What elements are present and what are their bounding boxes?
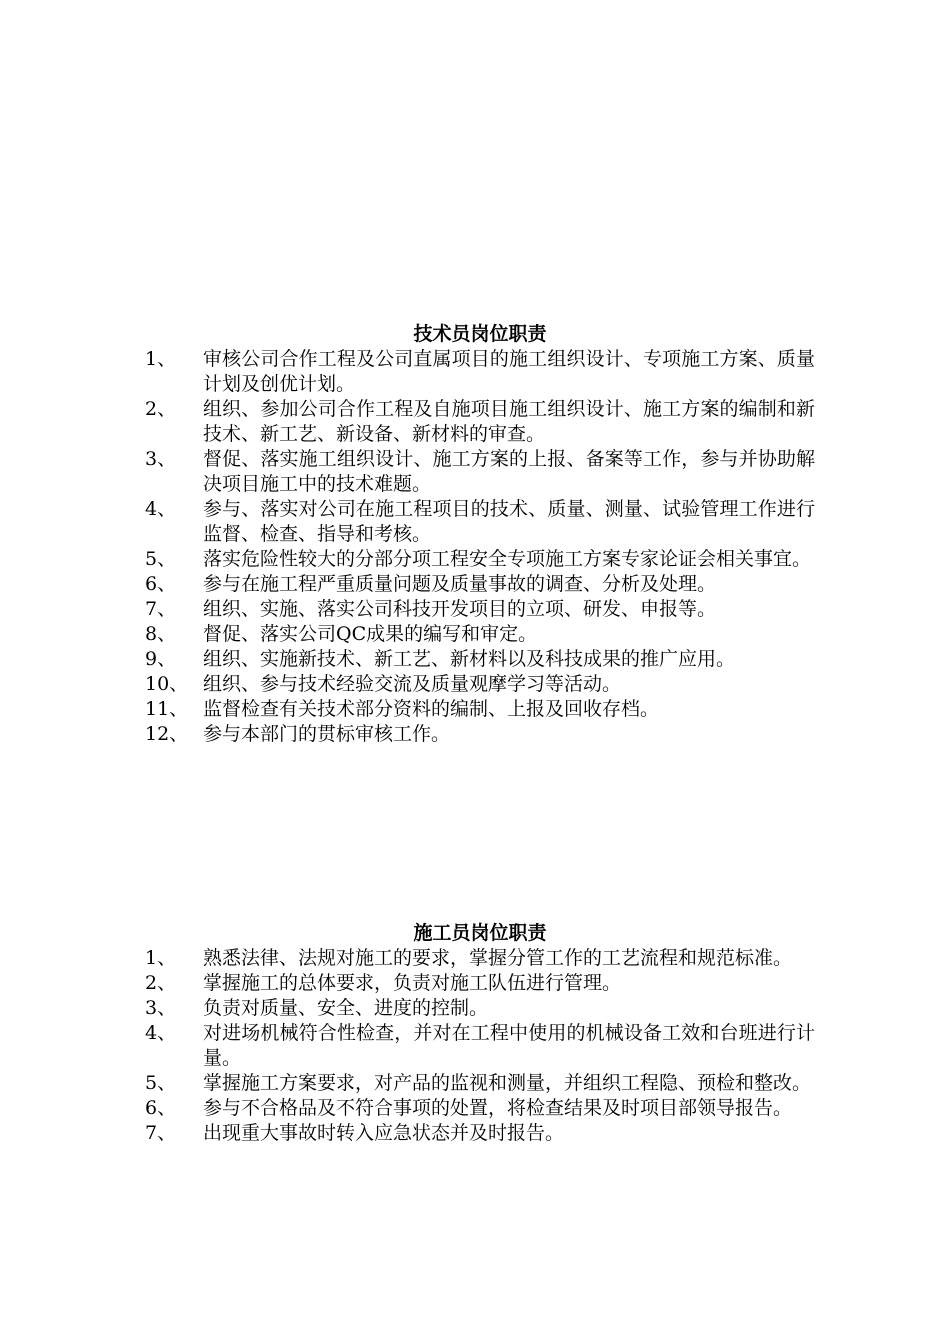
item-text: 组织、实施新技术、新工艺、新材料以及科技成果的推广应用。 (203, 648, 736, 670)
item-number: 1、 (145, 348, 177, 370)
list-item (145, 447, 815, 497)
item-number: 7、 (145, 598, 177, 620)
item-number: 5、 (145, 1072, 177, 1094)
item-text: 参与不合格品及不符合事项的处置，将检查结果及时项目部领导报告。 (203, 1097, 793, 1119)
item-number: 4、 (145, 498, 177, 520)
list-item (145, 347, 815, 397)
section-construction-duties (145, 920, 815, 1146)
item-number: 1、 (145, 947, 177, 969)
item-text: 参与在施工程严重质量问题及质量事故的调查、分析及处理。 (203, 573, 717, 595)
list-item (145, 1121, 815, 1146)
list-item (145, 622, 815, 647)
item-number: 2、 (145, 398, 177, 420)
list-item (145, 697, 815, 722)
item-number: 5、 (145, 548, 177, 570)
item-text: 掌握施工方案要求，对产品的监视和测量，并组织工程隐、预检和整改。 (203, 1072, 812, 1094)
item-number: 2、 (145, 972, 177, 994)
list-item (145, 996, 815, 1021)
duty-list (145, 347, 815, 747)
list-item (145, 971, 815, 996)
item-text: 审核公司合作工程及公司直属项目的施工组织设计、专项施工方案、质量计划及创优计划。 (203, 348, 815, 395)
item-text: 参与、落实对公司在施工程项目的技术、质量、测量、试验管理工作进行监督、检查、指导和考核。 (203, 498, 815, 545)
item-number: 6、 (145, 1097, 177, 1119)
item-text: 熟悉法律、法规对施工的要求，掌握分管工作的工艺流程和规范标准。 (203, 947, 793, 969)
item-number: 10、 (145, 673, 189, 695)
list-item (145, 722, 815, 747)
item-text: 监督检查有关技术部分资料的编制、上报及回收存档。 (203, 698, 660, 720)
section-technician-duties (145, 321, 815, 747)
list-item (145, 572, 815, 597)
item-text: 出现重大事故时转入应急状态并及时报告。 (203, 1122, 565, 1144)
item-text: 掌握施工的总体要求，负责对施工队伍进行管理。 (203, 972, 622, 994)
item-text: 督促、落实施工组织设计、施工方案的上报、备案等工作，参与并协助解决项目施工中的技术难题。 (203, 448, 815, 495)
list-item (145, 497, 815, 547)
list-item (145, 547, 815, 572)
list-item (145, 672, 815, 697)
duty-list (145, 946, 815, 1146)
item-number: 3、 (145, 997, 177, 1019)
item-number: 6、 (145, 573, 177, 595)
item-text: 组织、参加公司合作工程及自施项目施工组织设计、施工方案的编制和新技术、新工艺、新设备、新材料的审查。 (203, 398, 815, 445)
section-title: 施工员岗位职责 (413, 922, 547, 944)
list-item (145, 946, 815, 971)
list-item (145, 1021, 815, 1071)
list-item (145, 647, 815, 672)
item-text: 参与本部门的贯标审核工作。 (203, 723, 451, 745)
item-number: 9、 (145, 648, 177, 670)
list-item (145, 1096, 815, 1121)
item-text: 落实危险性较大的分部分项工程安全专项施工方案专家论证会相关事宜。 (203, 548, 812, 570)
item-number: 8、 (145, 623, 177, 645)
list-item (145, 1071, 815, 1096)
item-number: 12、 (145, 723, 189, 745)
item-number: 7、 (145, 1122, 177, 1144)
item-text: 组织、参与技术经验交流及质量观摩学习等活动。 (203, 673, 622, 695)
list-item (145, 397, 815, 447)
item-text: 督促、落实公司QC成果的编写和审定。 (203, 623, 538, 645)
item-number: 3、 (145, 448, 177, 470)
item-number: 4、 (145, 1022, 177, 1044)
section-title: 技术员岗位职责 (413, 323, 547, 345)
item-text: 对进场机械符合性检查，并对在工程中使用的机械设备工效和台班进行计量。 (203, 1022, 815, 1069)
list-item (145, 597, 815, 622)
item-text: 负责对质量、安全、进度的控制。 (203, 997, 489, 1019)
item-text: 组织、实施、落实公司科技开发项目的立项、研发、申报等。 (203, 598, 717, 620)
item-number: 11、 (145, 698, 189, 720)
